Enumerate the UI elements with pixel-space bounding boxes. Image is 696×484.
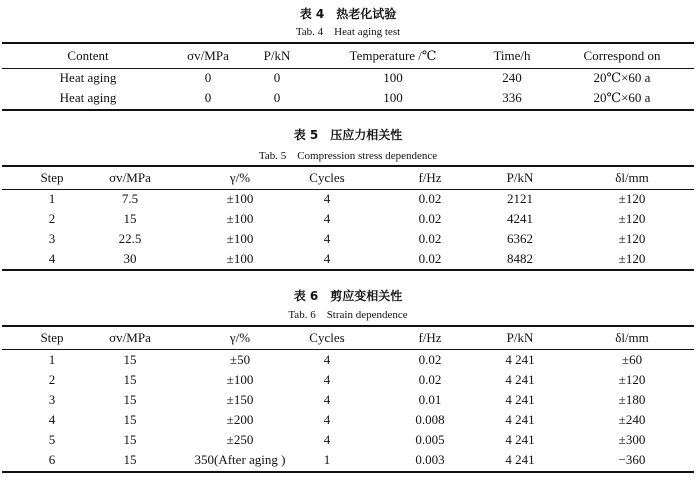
cell: 4 (48, 412, 56, 427)
cell: 0.008 (415, 412, 445, 427)
table4-title-cn: 表 4 热老化试验 (299, 7, 397, 21)
cell: 4 (323, 412, 331, 427)
table6-title-en: Tab. 6 Strain dependence (288, 309, 408, 321)
table6-top-rule (2, 325, 694, 327)
table-row (0, 189, 696, 209)
header-cell: σv/MPa (109, 170, 151, 185)
cell: 4 (323, 352, 331, 367)
cell: 1 (323, 452, 331, 467)
table4-title-en: Tab. 4 Heat aging test (295, 26, 401, 38)
cell: 0.02 (418, 352, 442, 367)
cell: 100 (383, 70, 403, 85)
cell: 4 241 (505, 372, 535, 387)
cell: 20℃×60 a (593, 90, 651, 105)
cell: 15 (123, 392, 137, 407)
table-row (0, 209, 696, 229)
table6-bottom-rule (2, 471, 694, 473)
cell: 3 (48, 231, 56, 246)
header-cell: Cycles (309, 330, 345, 345)
cell: 4 241 (505, 452, 535, 467)
cell: ±180 (618, 392, 646, 407)
cell: 8482 (507, 251, 533, 266)
cell: 4 (323, 432, 331, 447)
cell: 336 (502, 90, 522, 105)
table5-bottom-rule (2, 269, 694, 271)
header-cell: σv/MPa (187, 48, 229, 63)
cell: 0.01 (418, 392, 442, 407)
header-cell: γ/% (229, 330, 251, 345)
cell: 4 241 (505, 352, 535, 367)
table5-title-cn: 表 5 压应力相关性 (293, 128, 403, 142)
cell: 4 241 (505, 432, 535, 447)
header-cell: γ/% (229, 170, 251, 185)
cell: 4 (323, 392, 331, 407)
cell: 0.02 (418, 251, 442, 266)
cell: −360 (618, 452, 646, 467)
cell: ±50 (229, 352, 251, 367)
cell: ±120 (618, 251, 646, 266)
cell: Heat aging (59, 90, 117, 105)
header-cell: Cycles (309, 170, 345, 185)
cell: 350(After aging ) (194, 452, 286, 467)
table-row (0, 229, 696, 249)
cell: 0 (273, 90, 281, 105)
cell: 15 (123, 452, 137, 467)
cell: 4 (323, 372, 331, 387)
header-cell: σv/MPa (109, 330, 151, 345)
header-cell: P/kN (263, 48, 291, 63)
cell: ±100 (226, 191, 254, 206)
cell: 0 (273, 70, 281, 85)
cell: 0.003 (415, 452, 445, 467)
cell: ±100 (226, 211, 254, 226)
cell: ±150 (226, 392, 254, 407)
cell: ±100 (226, 372, 254, 387)
header-cell: Content (67, 48, 109, 63)
cell: 4241 (507, 211, 533, 226)
cell: 0.02 (418, 231, 442, 246)
cell: 4 241 (505, 392, 535, 407)
table5-header-row (0, 168, 696, 188)
table5-top-rule (2, 165, 694, 167)
table-row (0, 88, 696, 108)
table4-bottom-rule (2, 109, 694, 111)
cell: Heat aging (59, 70, 117, 85)
table5-title-en: Tab. 5 Compression stress dependence (258, 150, 438, 162)
cell: ±100 (226, 251, 254, 266)
table-row (0, 249, 696, 269)
table6-title-cn: 表 6 剪应变相关性 (293, 289, 403, 303)
table-row (0, 410, 696, 430)
cell: 0.02 (418, 372, 442, 387)
cell: ±120 (618, 191, 646, 206)
table4-header-row (0, 46, 696, 66)
cell: 6362 (507, 231, 533, 246)
header-cell: f/Hz (418, 330, 442, 345)
cell: 3 (48, 392, 56, 407)
cell: 4 (48, 251, 56, 266)
table6-header-rule (2, 349, 694, 350)
cell: 7.5 (121, 191, 139, 206)
cell: 20℃×60 a (593, 70, 651, 85)
cell: ±120 (618, 372, 646, 387)
cell: 30 (123, 251, 137, 266)
cell: 0 (204, 70, 212, 85)
header-cell: P/kN (506, 330, 534, 345)
cell: 0 (204, 90, 212, 105)
cell: 240 (502, 70, 522, 85)
cell: 2 (48, 372, 56, 387)
header-cell: δl/mm (615, 170, 649, 185)
table-row (0, 350, 696, 370)
header-cell: δl/mm (615, 330, 649, 345)
header-cell: Temperature /℃ (349, 48, 437, 63)
table5-header-rule (2, 189, 694, 190)
cell: 4 (323, 191, 331, 206)
header-cell: Step (40, 170, 64, 185)
cell: 4 (323, 211, 331, 226)
table4-top-rule (2, 42, 694, 44)
header-cell: Correspond on (583, 48, 661, 63)
cell: 4 (323, 251, 331, 266)
cell: 4 (323, 231, 331, 246)
header-cell: Time/h (493, 48, 531, 63)
table-row (0, 430, 696, 450)
cell: 1 (48, 191, 56, 206)
cell: 15 (123, 211, 137, 226)
header-cell: P/kN (506, 170, 534, 185)
table6-header-row (0, 328, 696, 348)
cell: ±250 (226, 432, 254, 447)
table-row (0, 68, 696, 88)
cell: 6 (48, 452, 56, 467)
header-cell: Step (40, 330, 64, 345)
cell: 15 (123, 412, 137, 427)
cell: 22.5 (118, 231, 142, 246)
header-cell: f/Hz (418, 170, 442, 185)
cell: 0.02 (418, 191, 442, 206)
cell: 15 (123, 352, 137, 367)
table-row (0, 450, 696, 470)
cell: 15 (123, 432, 137, 447)
cell: 0.02 (418, 211, 442, 226)
cell: ±100 (226, 231, 254, 246)
cell: 4 241 (505, 412, 535, 427)
cell: ±300 (618, 432, 646, 447)
cell: ±200 (226, 412, 254, 427)
cell: ±240 (618, 412, 646, 427)
cell: 100 (383, 90, 403, 105)
cell: 0.005 (415, 432, 445, 447)
cell: 15 (123, 372, 137, 387)
cell: 1 (48, 352, 56, 367)
cell: ±120 (618, 211, 646, 226)
cell: 5 (48, 432, 56, 447)
table-row (0, 370, 696, 390)
cell: 2121 (507, 191, 533, 206)
cell: ±60 (621, 352, 643, 367)
cell: ±120 (618, 231, 646, 246)
cell: 2 (48, 211, 56, 226)
table-row (0, 390, 696, 410)
